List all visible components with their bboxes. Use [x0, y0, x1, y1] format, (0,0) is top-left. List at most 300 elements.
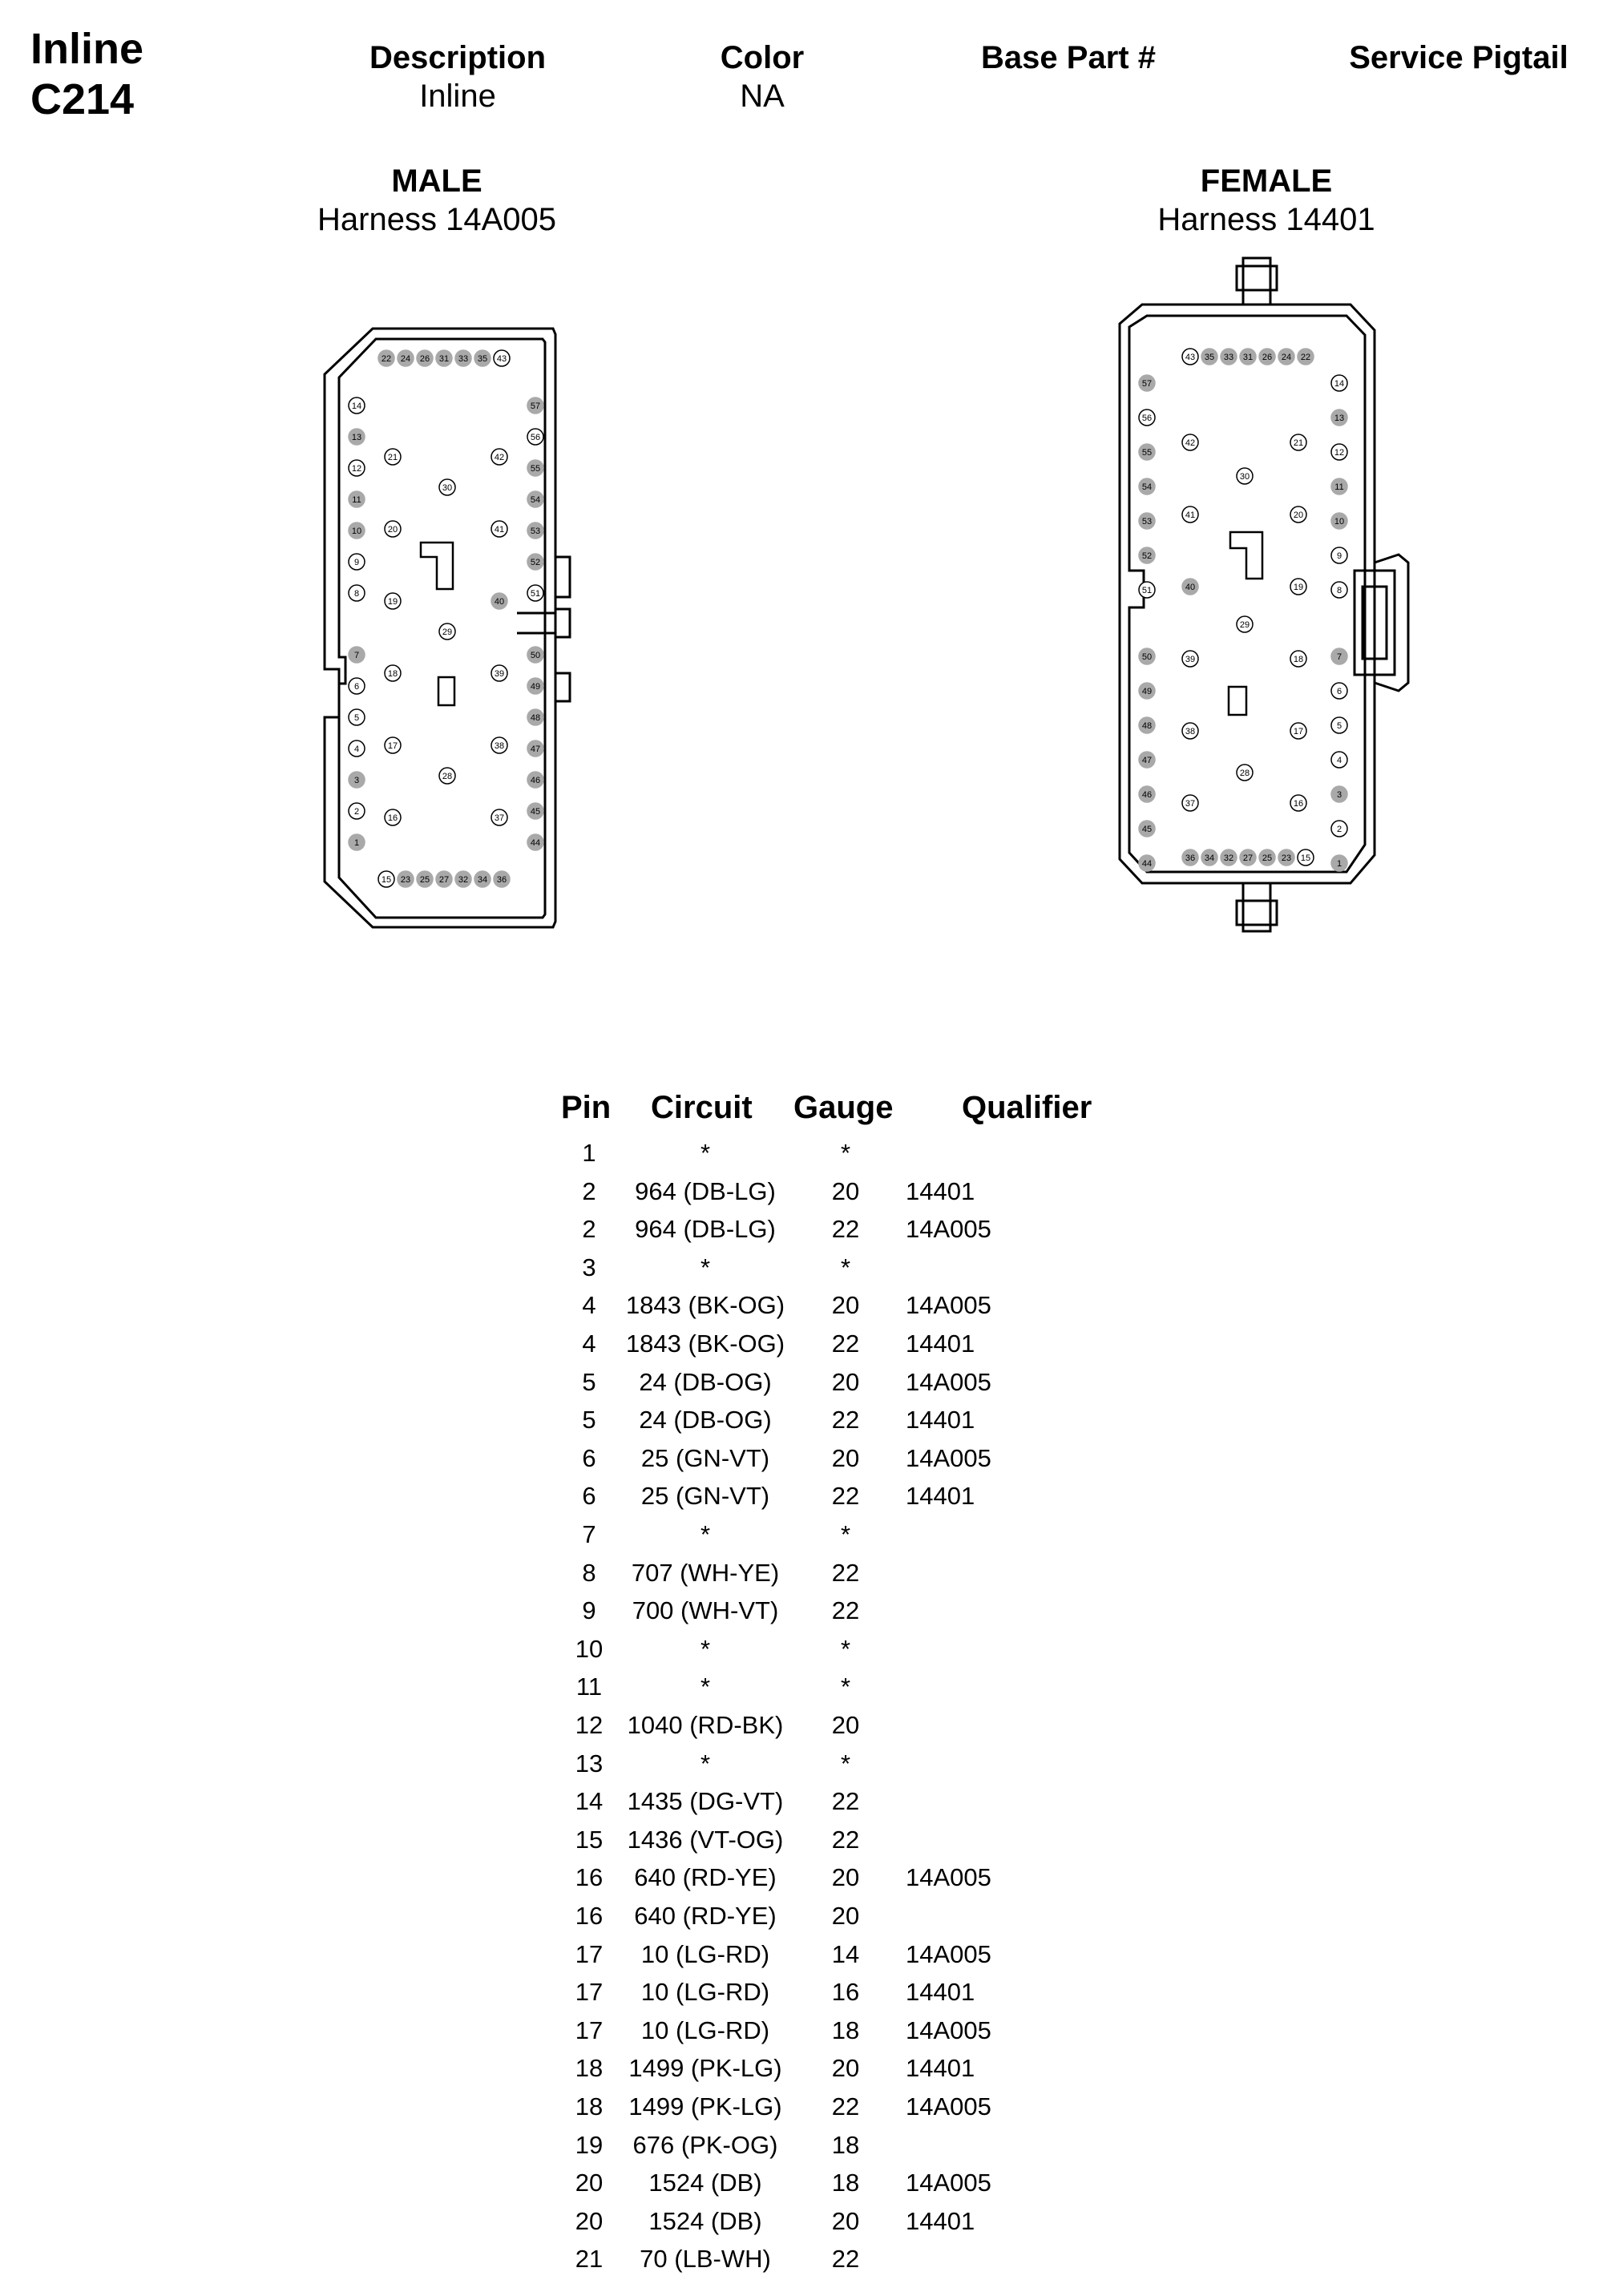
pin-cell: 17 [575, 1939, 604, 1968]
pin-number: 23 [400, 875, 411, 885]
connector-pin [349, 523, 365, 539]
connector-pin [1139, 855, 1155, 871]
table-row [0, 1973, 1623, 2011]
connector-pin [527, 772, 543, 788]
pin-number: 26 [1262, 353, 1273, 362]
pin-number: 5 [1336, 721, 1342, 731]
pin-cell: 12 [575, 1711, 604, 1739]
connector-pin [1298, 849, 1314, 866]
pin-cell: 10 [575, 1634, 604, 1663]
table-row [0, 1554, 1623, 1592]
pin-number: 2 [1336, 825, 1342, 834]
connector-pin [1182, 434, 1198, 450]
connector-pin [1240, 349, 1256, 365]
pin-number: 13 [351, 433, 362, 442]
pin-cell: 11 [575, 1673, 603, 1701]
base-part-label: Base Part # [981, 40, 1156, 75]
pin-cell: 16 [575, 1863, 604, 1892]
pin-cell: 18 [575, 2092, 604, 2120]
pin-number: 9 [353, 558, 360, 567]
circuit-cell: 1040 (RD-BK) [627, 1711, 784, 1739]
gauge-cell: 20 [831, 1711, 860, 1739]
connector-pin [1331, 717, 1347, 733]
pin-number: 46 [530, 776, 541, 785]
pin-cell: 1 [582, 1139, 596, 1167]
pin-cell: 16 [575, 1902, 604, 1930]
connector-pin [1331, 444, 1347, 460]
pin-number: 49 [1141, 687, 1153, 696]
pin-number: 20 [1293, 510, 1304, 520]
connector-pin [455, 350, 471, 366]
connector-title [30, 24, 143, 125]
connector-pin [417, 871, 433, 887]
table-row [0, 1325, 1623, 1362]
connector-pin [398, 350, 414, 366]
connector-pin [1139, 410, 1155, 426]
table-row [0, 1286, 1623, 1324]
pin-number: 34 [1204, 853, 1215, 863]
connector-pin [527, 678, 543, 694]
pin-cell: 15 [575, 1825, 604, 1854]
pin-number: 7 [1336, 652, 1342, 662]
table-row [0, 1172, 1623, 1210]
male-title: MALE [391, 163, 482, 199]
pin-number: 37 [1185, 799, 1196, 809]
pin-number: 15 [1300, 853, 1311, 863]
pin-number: 37 [494, 813, 505, 823]
table-row [0, 1858, 1623, 1896]
connector-pin [491, 521, 507, 537]
table-row [0, 1668, 1623, 1705]
pin-cell: 17 [575, 2016, 604, 2044]
pin-number: 4 [1336, 756, 1342, 765]
connector-pin [527, 397, 543, 414]
table-row [0, 1363, 1623, 1401]
table-row [0, 2012, 1623, 2049]
table-row [0, 2240, 1623, 2278]
connector-pin [491, 449, 507, 465]
connector-pin [349, 491, 365, 507]
connector-pin [1331, 513, 1347, 529]
qualifier-cell: 14A005 [906, 1863, 991, 1892]
pin-number: 20 [387, 525, 398, 535]
pin-cell: 13 [575, 1749, 604, 1777]
table-row [0, 1210, 1623, 1248]
pin-number: 39 [1185, 655, 1196, 664]
color-value: NA [740, 79, 785, 114]
pin-number: 24 [1281, 353, 1292, 362]
connector-pin [1139, 375, 1155, 391]
pin-number: 51 [1141, 586, 1153, 595]
connector-pin [1331, 582, 1347, 598]
pin-number: 35 [477, 354, 488, 364]
gauge-cell: 22 [831, 1558, 860, 1587]
pin-number: 40 [494, 597, 505, 607]
pin-number: 50 [1141, 652, 1153, 662]
qualifier-cell: 14A005 [906, 1291, 991, 1320]
connector-pin [1290, 795, 1306, 811]
connector-pin [1331, 683, 1347, 699]
connector-pin [1182, 849, 1198, 866]
pin-number: 15 [381, 875, 392, 885]
gauge-cell: 20 [831, 2206, 860, 2235]
pin-number: 57 [1141, 379, 1153, 389]
pin-number: 36 [1185, 853, 1196, 863]
circuit-cell: 1843 (BK-OG) [625, 1330, 785, 1358]
connector-pin [1259, 349, 1275, 365]
pin-number: 41 [1185, 510, 1196, 520]
pin-number: 3 [353, 776, 360, 785]
table-row [0, 1782, 1623, 1820]
pin-number: 35 [1204, 353, 1215, 362]
pin-cell: 6 [582, 1482, 596, 1511]
circuit-cell: 24 (DB-OG) [639, 1367, 772, 1396]
connector-pin [1331, 821, 1347, 837]
pin-cell: 2 [582, 1215, 596, 1244]
pin-number: 19 [387, 597, 398, 607]
gauge-cell: 20 [831, 1291, 860, 1320]
pin-number: 12 [1334, 448, 1345, 458]
description-value: Inline [419, 79, 496, 114]
pin-number: 42 [494, 453, 505, 462]
connector-pin [527, 709, 543, 725]
pin-number: 53 [530, 527, 541, 536]
pin-number: 21 [1293, 438, 1304, 448]
pin-number: 27 [1242, 853, 1254, 863]
pin-cell: 5 [582, 1367, 596, 1396]
connector-pin [1139, 478, 1155, 494]
connector-pin [1139, 752, 1155, 768]
pin-number: 38 [494, 741, 505, 751]
connector-pin [417, 350, 433, 366]
circuit-cell: 1499 (PK-LG) [628, 2054, 782, 2083]
circuit-cell: * [700, 1139, 711, 1167]
connector-pin [1331, 547, 1347, 563]
connector-pin [1139, 513, 1155, 529]
pin-number: 10 [1334, 517, 1345, 527]
connector-pin [527, 460, 543, 476]
gauge-cell: * [840, 1139, 851, 1167]
connector-pin [1290, 723, 1306, 739]
pin-number: 10 [351, 527, 362, 536]
pin-number: 5 [353, 713, 360, 723]
connector-pin [378, 350, 394, 366]
color-label: Color [720, 40, 805, 75]
pin-number: 6 [1336, 687, 1342, 696]
gauge-cell: 20 [831, 1367, 860, 1396]
qualifier-cell: 14A005 [906, 2169, 991, 2197]
gauge-cell: 20 [831, 1176, 860, 1205]
pin-number: 8 [353, 589, 360, 599]
table-row [0, 2164, 1623, 2201]
pin-cell: 17 [575, 1978, 604, 2007]
pin-number: 11 [352, 495, 361, 505]
gauge-cell: * [840, 1673, 851, 1701]
connector-pin [455, 871, 471, 887]
pin-number: 43 [1185, 353, 1196, 362]
pin-number: 4 [353, 744, 360, 754]
pin-number: 47 [1141, 756, 1153, 765]
connector-pin [1139, 717, 1155, 733]
circuit-cell: 1524 (DB) [648, 2169, 762, 2197]
circuit-cell: * [700, 1520, 711, 1548]
connector-pin [527, 554, 543, 570]
connector-pin [1331, 752, 1347, 768]
pin-number: 39 [494, 669, 505, 679]
connector-pin [1201, 849, 1217, 866]
connector-pin [385, 593, 401, 609]
connector-pin [1139, 547, 1155, 563]
gauge-cell: * [840, 1253, 851, 1281]
connector-pin [1331, 410, 1347, 426]
connector-pin [1182, 349, 1198, 365]
connector-pin [1182, 723, 1198, 739]
qualifier-cell: 14401 [906, 1406, 975, 1434]
connector-pin [398, 871, 414, 887]
pin-number: 31 [1242, 353, 1254, 362]
pin-cell: 14 [575, 1787, 604, 1816]
connector-pin [1221, 849, 1237, 866]
pin-number: 56 [530, 433, 541, 442]
gauge-cell: 20 [831, 1863, 860, 1892]
pin-number: 48 [1141, 721, 1153, 731]
connector-pin [1290, 434, 1306, 450]
connector-pin [494, 350, 510, 366]
gauge-cell: 20 [831, 1902, 860, 1930]
pin-number: 46 [1141, 790, 1153, 800]
gauge-cell: 22 [831, 1596, 860, 1625]
table-row [0, 1630, 1623, 1668]
connector-pin [491, 665, 507, 681]
connector-pin [349, 772, 365, 788]
circuit-cell: 676 (PK-OG) [632, 2130, 778, 2159]
gauge-cell: 22 [831, 2245, 860, 2274]
table-row [0, 2088, 1623, 2125]
connector-pin [527, 740, 543, 757]
service-pigtail-label: Service Pigtail [1349, 40, 1568, 75]
connector-pin [1201, 349, 1217, 365]
circuit-cell: 10 (LG-RD) [640, 1939, 770, 1968]
connector-pin [527, 429, 543, 445]
connector-pin [349, 460, 365, 476]
connector-pin [385, 521, 401, 537]
connector-pin [1331, 855, 1347, 871]
title-line-1: Inline [30, 25, 144, 73]
circuit-cell: 25 (GN-VT) [640, 1443, 770, 1472]
pin-number: 51 [530, 589, 541, 599]
pin-number: 18 [387, 669, 398, 679]
pin-number: 2 [353, 807, 360, 817]
pin-number: 52 [1141, 551, 1153, 561]
pin-number: 33 [458, 354, 469, 364]
pin-number: 29 [1239, 620, 1250, 630]
pin-number: 38 [1185, 727, 1196, 736]
pin-number: 22 [381, 354, 392, 364]
connector-pin [491, 809, 507, 825]
table-row [0, 1401, 1623, 1439]
qualifier-cell: 14401 [906, 1330, 975, 1358]
table-row [0, 1935, 1623, 1973]
description-label: Description [369, 40, 547, 75]
connector-pin [385, 737, 401, 753]
circuit-cell: 1843 (BK-OG) [625, 1291, 785, 1320]
pin-number: 16 [1293, 799, 1304, 809]
qualifier-cell: 14401 [906, 1482, 975, 1511]
pin-number: 24 [400, 354, 411, 364]
connector-pin [1182, 579, 1198, 595]
pin-number: 45 [1141, 825, 1153, 834]
circuit-cell: * [700, 1634, 711, 1663]
connector-pin [474, 350, 491, 366]
circuit-cell: 700 (WH-VT) [632, 1596, 779, 1625]
connector-pin [349, 834, 365, 850]
pin-number: 8 [1336, 586, 1342, 595]
pin-number: 40 [1185, 583, 1196, 592]
pin-number: 28 [1239, 769, 1250, 778]
circuit-cell: 25 (GN-VT) [640, 1482, 770, 1511]
connector-pin [349, 397, 365, 414]
qualifier-cell: 14401 [906, 2206, 975, 2235]
table-row [0, 2202, 1623, 2240]
circuit-cell: * [700, 1673, 711, 1701]
pin-cell: 19 [575, 2130, 604, 2159]
female-connector-diagram [1110, 250, 1415, 999]
gauge-cell: 22 [831, 1215, 860, 1244]
gauge-cell: 20 [831, 2054, 860, 2083]
pin-number: 25 [1262, 853, 1273, 863]
pin-number: 17 [1293, 727, 1304, 736]
qualifier-cell: 14A005 [906, 1443, 991, 1472]
connector-pin [1290, 579, 1306, 595]
connector-pin [436, 350, 452, 366]
pin-number: 3 [1336, 790, 1342, 800]
pin-number: 25 [419, 875, 430, 885]
pin-number: 48 [530, 713, 541, 723]
circuit-cell: 640 (RD-YE) [634, 1902, 777, 1930]
connector-pin [1182, 795, 1198, 811]
qualifier-column-header: Qualifier [962, 1090, 1092, 1125]
pin-number: 43 [496, 354, 507, 364]
connector-pin [349, 803, 365, 819]
pin-number: 14 [1334, 379, 1345, 389]
qualifier-cell: 14A005 [906, 1367, 991, 1396]
pin-number: 31 [438, 354, 450, 364]
gauge-cell: 18 [831, 2130, 860, 2159]
connector-pin [527, 647, 543, 663]
table-row [0, 1821, 1623, 1858]
qualifier-cell: 14A005 [906, 1939, 991, 1968]
female-connector-label [1098, 162, 1435, 239]
pin-cell: 21 [575, 2245, 604, 2274]
pin-number: 1 [353, 838, 360, 848]
pin-cell: 20 [575, 2206, 604, 2235]
gauge-cell: 18 [831, 2169, 860, 2197]
circuit-cell: * [700, 1253, 711, 1281]
pin-number: 13 [1334, 414, 1345, 423]
connector-pin [491, 593, 507, 609]
pin-number: 26 [419, 354, 430, 364]
pin-number: 41 [494, 525, 505, 535]
qualifier-cell: 14A005 [906, 2092, 991, 2120]
table-row [0, 1477, 1623, 1515]
gauge-cell: 22 [831, 1825, 860, 1854]
connector-pin [1139, 582, 1155, 598]
table-row [0, 1249, 1623, 1286]
connector-pin [474, 871, 491, 887]
gauge-cell: 22 [831, 1482, 860, 1511]
pin-number: 27 [438, 875, 450, 885]
connector-pin [527, 585, 543, 601]
connector-pin [439, 479, 455, 495]
female-harness: Harness 14401 [1157, 202, 1375, 237]
pin-number: 22 [1300, 353, 1311, 362]
connector-pin [1182, 651, 1198, 667]
pin-number: 55 [1141, 448, 1153, 458]
pin-number: 30 [1239, 472, 1250, 482]
circuit-cell: 10 (LG-RD) [640, 1978, 770, 2007]
pin-number: 14 [351, 401, 362, 411]
connector-pin [1290, 651, 1306, 667]
circuit-cell: 1524 (DB) [648, 2206, 762, 2235]
pin-number: 21 [387, 453, 398, 462]
pin-number: 32 [1223, 853, 1234, 863]
pin-number: 11 [1334, 482, 1344, 492]
circuit-cell: 1436 (VT-OG) [627, 1825, 784, 1854]
pin-number: 54 [1141, 482, 1153, 492]
pin-number: 54 [530, 495, 541, 505]
pin-cell: 7 [582, 1520, 596, 1548]
pin-number: 18 [1293, 655, 1304, 664]
gauge-cell: 22 [831, 2092, 860, 2120]
pin-number: 23 [1281, 853, 1292, 863]
gauge-cell: 22 [831, 1406, 860, 1434]
connector-pin [378, 871, 394, 887]
connector-pin [527, 803, 543, 819]
pin-number: 55 [530, 464, 541, 474]
circuit-cell: 964 (DB-LG) [635, 1215, 776, 1244]
table-row [0, 2049, 1623, 2087]
connector-pin [1298, 349, 1314, 365]
pin-number: 19 [1293, 583, 1304, 592]
connector-pin [1237, 468, 1253, 484]
table-row [0, 1515, 1623, 1553]
connector-pin [439, 623, 455, 640]
pin-cell: 6 [582, 1443, 596, 1472]
pin-number: 36 [496, 875, 507, 885]
connector-pin [1331, 786, 1347, 802]
pin-number: 16 [387, 813, 398, 823]
male-connector-diagram [317, 325, 589, 934]
pin-number: 45 [530, 807, 541, 817]
male-harness: Harness 14A005 [317, 202, 556, 237]
connector-pin [1139, 444, 1155, 460]
pin-cell: 4 [582, 1330, 596, 1358]
connector-pin [349, 709, 365, 725]
gauge-cell: * [840, 1520, 851, 1548]
description-column [297, 38, 618, 115]
pin-number: 32 [458, 875, 469, 885]
qualifier-cell: 14A005 [906, 2016, 991, 2044]
pin-number: 7 [353, 651, 360, 660]
circuit-cell: 70 (LB-WH) [640, 2245, 771, 2274]
connector-pin [1259, 849, 1275, 866]
pin-number: 9 [1336, 551, 1342, 561]
connector-pin [1182, 506, 1198, 523]
table-row [0, 1592, 1623, 1629]
connector-pin [527, 491, 543, 507]
pin-number: 49 [530, 682, 541, 692]
pin-number: 30 [442, 483, 453, 493]
